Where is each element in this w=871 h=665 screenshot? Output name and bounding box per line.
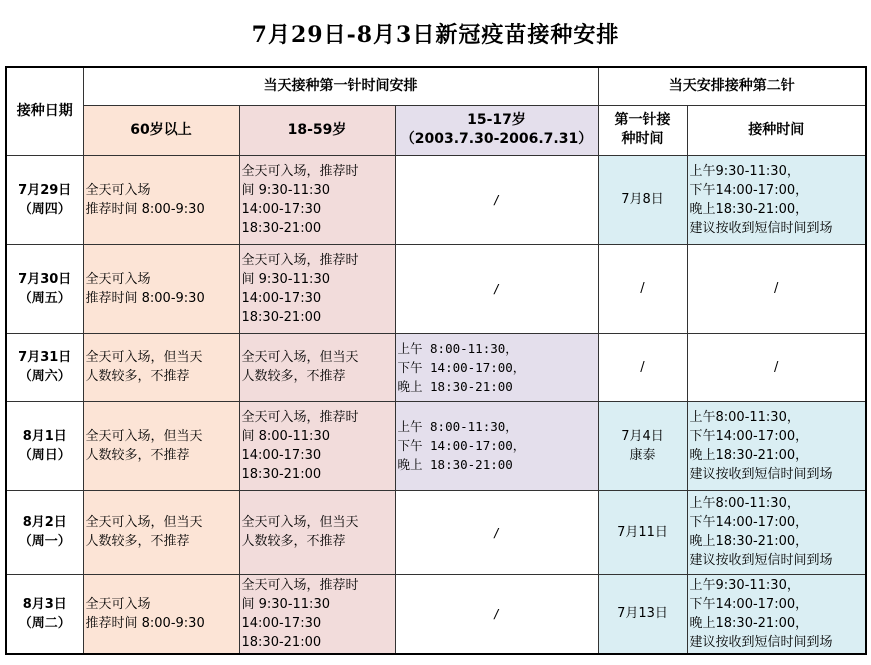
- age-18-59-cell-line: 18:30-21:00: [241, 220, 322, 236]
- second-dose-time-cell-line: 晚上18:30-21:00，: [689, 615, 809, 631]
- weekday-text: （周四）: [18, 201, 71, 217]
- age-18-59-cell-line: 18:30-21:00: [241, 466, 322, 482]
- age-18-59-cell-line: 全天可入场，但当天: [241, 515, 359, 530]
- first-dose-date-cell: [598, 155, 687, 244]
- age-60-plus-cell: [83, 401, 239, 490]
- age-18-59-cell-line: 人数较多，不推荐: [241, 369, 346, 384]
- second-dose-time-cell: [687, 574, 866, 654]
- age-18-59-cell-line: 人数较多，不推荐: [241, 534, 346, 549]
- age-18-59-cell: [239, 333, 395, 401]
- weekday-text: （周日）: [18, 447, 71, 463]
- age-18-59-cell-line: 14:00-17:30: [241, 447, 322, 463]
- age-15-17-cell-line: /: [492, 606, 501, 622]
- age-18-59-cell-line: 全天可入场，推荐时: [241, 577, 359, 593]
- second-dose-time-cell-line: /: [774, 281, 779, 296]
- header-first-dose-date-line2: 种时间: [621, 131, 664, 147]
- first-dose-date-cell: [598, 333, 687, 401]
- date-cell: [6, 490, 83, 574]
- second-dose-time-cell-line: /: [774, 359, 779, 375]
- second-dose-time-cell-line: 建议按收到短信时间到场: [689, 220, 833, 236]
- table-row: [6, 155, 866, 244]
- age-60-plus-cell-line: 人数较多，不推荐: [85, 534, 190, 549]
- age-15-17-cell-line: /: [492, 524, 501, 540]
- age-18-59-cell: [239, 401, 395, 490]
- age-60-plus-cell-line: 推荐时间 8:00-9:30: [85, 201, 205, 217]
- second-dose-time-cell: [687, 333, 866, 401]
- age-18-59-cell-line: 全天可入场，推荐时: [241, 163, 359, 179]
- second-dose-time-cell-line: 上午9:30-11:30，: [689, 577, 800, 593]
- age-60-plus-cell-line: 全天可入场，但当天: [85, 428, 203, 444]
- header-second-dose-time: 接种时间: [687, 105, 866, 155]
- age-18-59-cell: [239, 244, 395, 333]
- age-15-17-cell: [395, 401, 598, 490]
- age-60-plus-cell-line: 全天可入场: [85, 596, 151, 612]
- header-first-dose-group: 当天接种第一针时间安排: [83, 67, 598, 105]
- second-dose-time-cell-line: 上午8:00-11:30，: [689, 409, 800, 425]
- date-text: 7月30日: [18, 271, 72, 287]
- table-row: [6, 490, 866, 574]
- age-18-59-cell: [239, 155, 395, 244]
- age-60-plus-cell: [83, 155, 239, 244]
- table-row: [6, 244, 866, 333]
- page-title: 7月29日-8月3日新冠疫苗接种安排: [251, 22, 620, 48]
- age-60-plus-cell: [83, 574, 239, 654]
- header-age-15-17-line1: 15-17岁: [467, 112, 526, 128]
- date-cell: [6, 574, 83, 654]
- first-dose-date-cell-line: /: [640, 359, 645, 375]
- first-dose-date-cell-line: 7月11日: [617, 524, 668, 540]
- weekday-text: （周一）: [18, 534, 71, 549]
- age-60-plus-cell-line: 推荐时间 8:00-9:30: [85, 290, 205, 306]
- second-dose-time-cell-line: 上午8:00-11:30，: [689, 496, 800, 511]
- second-dose-time-cell-line: 建议按收到短信时间到场: [689, 553, 833, 568]
- second-dose-time-cell-line: 晚上18:30-21:00，: [689, 447, 809, 463]
- second-dose-time-cell: [687, 490, 866, 574]
- date-cell: [6, 333, 83, 401]
- date-text: 8月1日: [22, 428, 67, 444]
- age-18-59-cell-line: 间 9:30-11:30: [241, 596, 330, 612]
- header-date: 接种日期: [6, 67, 83, 155]
- age-60-plus-cell-line: 全天可入场: [85, 271, 151, 287]
- table-row: [6, 333, 866, 401]
- age-18-59-cell: [239, 490, 395, 574]
- schedule-table: [5, 66, 867, 655]
- header-age-15-17: [395, 105, 598, 155]
- table-row: [6, 574, 866, 654]
- date-cell: [6, 401, 83, 490]
- second-dose-time-cell-line: 建议按收到短信时间到场: [689, 634, 833, 650]
- weekday-text: （周六）: [18, 369, 71, 384]
- age-18-59-cell-line: 14:00-17:30: [241, 201, 322, 217]
- age-15-17-cell: [395, 155, 598, 244]
- second-dose-time-cell-line: 下午14:00-17:00，: [689, 428, 809, 444]
- second-dose-time-cell-line: 下午14:00-17:00，: [689, 182, 809, 198]
- age-60-plus-cell: [83, 244, 239, 333]
- first-dose-date-cell: [598, 574, 687, 654]
- age-15-17-cell: [395, 333, 598, 401]
- age-15-17-cell: [395, 490, 598, 574]
- second-dose-time-cell: [687, 401, 866, 490]
- age-60-plus-cell-line: 全天可入场，但当天: [85, 350, 203, 365]
- age-15-17-cell-line: 晚上 18:30-21:00: [397, 378, 513, 394]
- header-age-18-59: 18-59岁: [239, 105, 395, 155]
- second-dose-time-cell-line: 晚上18:30-21:00，: [689, 201, 809, 217]
- age-15-17-cell-line: 上午 8:00-11:30，: [397, 419, 518, 434]
- table-row: [6, 401, 866, 490]
- age-18-59-cell-line: 18:30-21:00: [241, 634, 322, 650]
- header-age-15-17-line2: （2003.7.30-2006.7.31）: [400, 131, 593, 147]
- age-18-59-cell-line: 全天可入场，推荐时: [241, 409, 359, 425]
- second-dose-time-cell-line: 下午14:00-17:00，: [689, 596, 809, 612]
- age-15-17-cell-line: 下午 14:00-17:00，: [397, 359, 526, 375]
- age-15-17-cell: [395, 244, 598, 333]
- header-row-1: [6, 67, 866, 105]
- age-18-59-cell-line: 14:00-17:30: [241, 615, 322, 631]
- header-row-2: [6, 105, 866, 155]
- age-60-plus-cell: [83, 333, 239, 401]
- age-15-17-cell-line: 晚上 18:30-21:00: [397, 457, 513, 472]
- weekday-text: （周二）: [18, 615, 71, 631]
- first-dose-date-cell: [598, 244, 687, 333]
- weekday-text: （周五）: [18, 290, 71, 306]
- second-dose-time-cell: [687, 155, 866, 244]
- age-60-plus-cell-line: 全天可入场，但当天: [85, 515, 203, 530]
- age-18-59-cell-line: 18:30-21:00: [241, 309, 322, 325]
- second-dose-time-cell-line: 晚上18:30-21:00，: [689, 534, 809, 549]
- date-text: 7月31日: [18, 350, 72, 365]
- age-60-plus-cell-line: 全天可入场: [85, 182, 151, 198]
- header-first-dose-date-line1: 第一针接: [614, 112, 671, 128]
- age-60-plus-cell: [83, 490, 239, 574]
- first-dose-date-cell-line: 7月8日: [621, 192, 664, 207]
- age-15-17-cell-line: 上午 8:00-11:30，: [397, 340, 518, 356]
- date-cell: [6, 155, 83, 244]
- age-18-59-cell-line: 全天可入场，推荐时: [241, 252, 359, 268]
- age-15-17-cell-line: /: [492, 281, 501, 296]
- age-60-plus-cell-line: 人数较多，不推荐: [85, 447, 190, 463]
- age-18-59-cell-line: 间 9:30-11:30: [241, 271, 330, 287]
- date-text: 7月29日: [18, 182, 72, 198]
- age-60-plus-cell-line: 推荐时间 8:00-9:30: [85, 615, 205, 631]
- second-dose-time-cell-line: 上午9:30-11:30，: [689, 163, 800, 179]
- age-15-17-cell: [395, 574, 598, 654]
- first-dose-date-cell-line: 7月13日: [617, 606, 668, 622]
- age-15-17-cell-line: /: [492, 192, 501, 207]
- age-18-59-cell-line: 14:00-17:30: [241, 290, 322, 306]
- age-18-59-cell-line: 间 8:00-11:30: [241, 428, 330, 444]
- second-dose-time-cell-line: 建议按收到短信时间到场: [689, 466, 833, 482]
- age-15-17-cell-line: 下午 14:00-17:00，: [397, 438, 526, 453]
- first-dose-date-cell-line: 7月4日: [621, 428, 664, 444]
- age-18-59-cell: [239, 574, 395, 654]
- age-18-59-cell-line: 全天可入场，但当天: [241, 350, 359, 365]
- age-60-plus-cell-line: 人数较多，不推荐: [85, 369, 190, 384]
- header-first-dose-date: [598, 105, 687, 155]
- date-text: 8月3日: [22, 596, 67, 612]
- age-18-59-cell-line: 间 9:30-11:30: [241, 182, 330, 198]
- second-dose-time-cell: [687, 244, 866, 333]
- first-dose-date-cell-line: /: [640, 281, 645, 296]
- second-dose-time-cell-line: 下午14:00-17:00，: [689, 515, 809, 530]
- date-cell: [6, 244, 83, 333]
- first-dose-date-cell-line: 康泰: [629, 447, 656, 463]
- date-text: 8月2日: [22, 515, 67, 530]
- header-second-dose-group: 当天安排接种第二针: [598, 67, 866, 105]
- header-age-60-plus: 60岁以上: [83, 105, 239, 155]
- first-dose-date-cell: [598, 490, 687, 574]
- first-dose-date-cell: [598, 401, 687, 490]
